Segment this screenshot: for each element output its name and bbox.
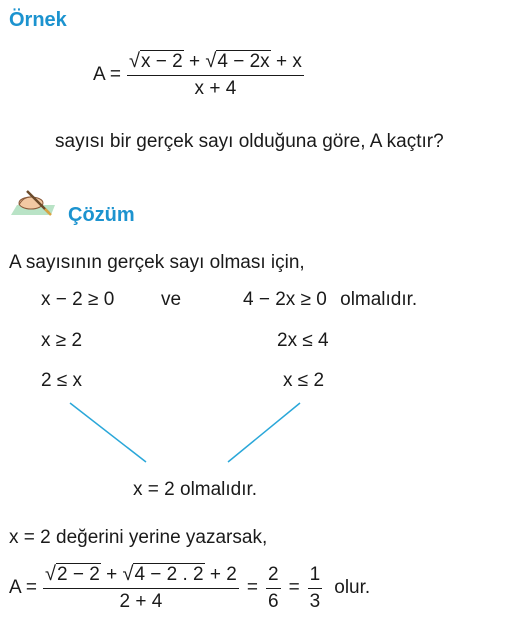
final-suffix: olur.: [334, 577, 371, 598]
equals-2: =: [288, 577, 300, 598]
left-inequality-3: 2 ≤ x: [41, 370, 83, 391]
sqrt-icon: √4 − 2x: [205, 50, 270, 72]
connector-ve: ve: [161, 289, 182, 310]
left-inequality-2: x ≥ 2: [41, 330, 83, 351]
right-inequality-3: x ≤ 2: [283, 370, 325, 391]
final-tail: + 2: [209, 564, 237, 585]
left-inequality-1: x − 2 ≥ 0: [41, 289, 115, 310]
solution-intro: A sayısının gerçek sayı olması için,: [9, 252, 305, 273]
example-sqrt2: 4 − 2x: [217, 51, 270, 72]
final-plus: +: [106, 564, 118, 585]
sqrt-icon: √4 − 2 . 2: [122, 563, 204, 585]
example-lhs: A =: [93, 64, 121, 85]
sqrt-icon: √2 − 2: [45, 563, 100, 585]
sqrt-icon: √x − 2: [129, 50, 183, 72]
final-sqrt2: 4 − 2 . 2: [134, 564, 204, 585]
fraction-two-sixths: [266, 564, 281, 613]
fraction-one-third-den: 3: [308, 588, 323, 613]
final-denominator: 2 + 4: [43, 588, 239, 613]
equals-1: =: [246, 577, 258, 598]
final-numerator: [43, 563, 239, 588]
fraction-one-third: [308, 564, 323, 613]
fraction-two-sixths-den: 6: [266, 588, 281, 613]
fraction-one-third-num: 1: [309, 563, 321, 585]
right-suffix: olmalıdır.: [340, 289, 418, 310]
right-inequality-1-text: 4 − 2x ≥ 0: [243, 289, 327, 310]
substitute-statement: x = 2 değerini yerine yazarsak,: [9, 527, 268, 548]
fraction-two-sixths-num: 2: [267, 563, 279, 585]
right-arrow-line: [228, 403, 300, 462]
example-denominator: x + 4: [127, 75, 304, 100]
example-heading: Örnek: [9, 9, 67, 31]
solution-heading: Çözüm: [68, 204, 135, 226]
example-sqrt1: x − 2: [140, 51, 183, 72]
left-arrow-line: [70, 403, 146, 462]
final-lhs: A =: [9, 577, 37, 598]
final-formula: [9, 563, 370, 613]
final-fraction-main: [43, 563, 239, 613]
result-statement: x = 2 olmalıdır.: [133, 479, 258, 500]
right-inequality-2: 2x ≤ 4: [277, 330, 329, 351]
example-question: sayısı bir gerçek sayı olduğuna göre, A kaçtır?: [55, 131, 444, 152]
example-plus: +: [189, 51, 201, 72]
example-tail: + x: [275, 51, 302, 72]
final-sqrt1: 2 − 2: [56, 564, 100, 585]
